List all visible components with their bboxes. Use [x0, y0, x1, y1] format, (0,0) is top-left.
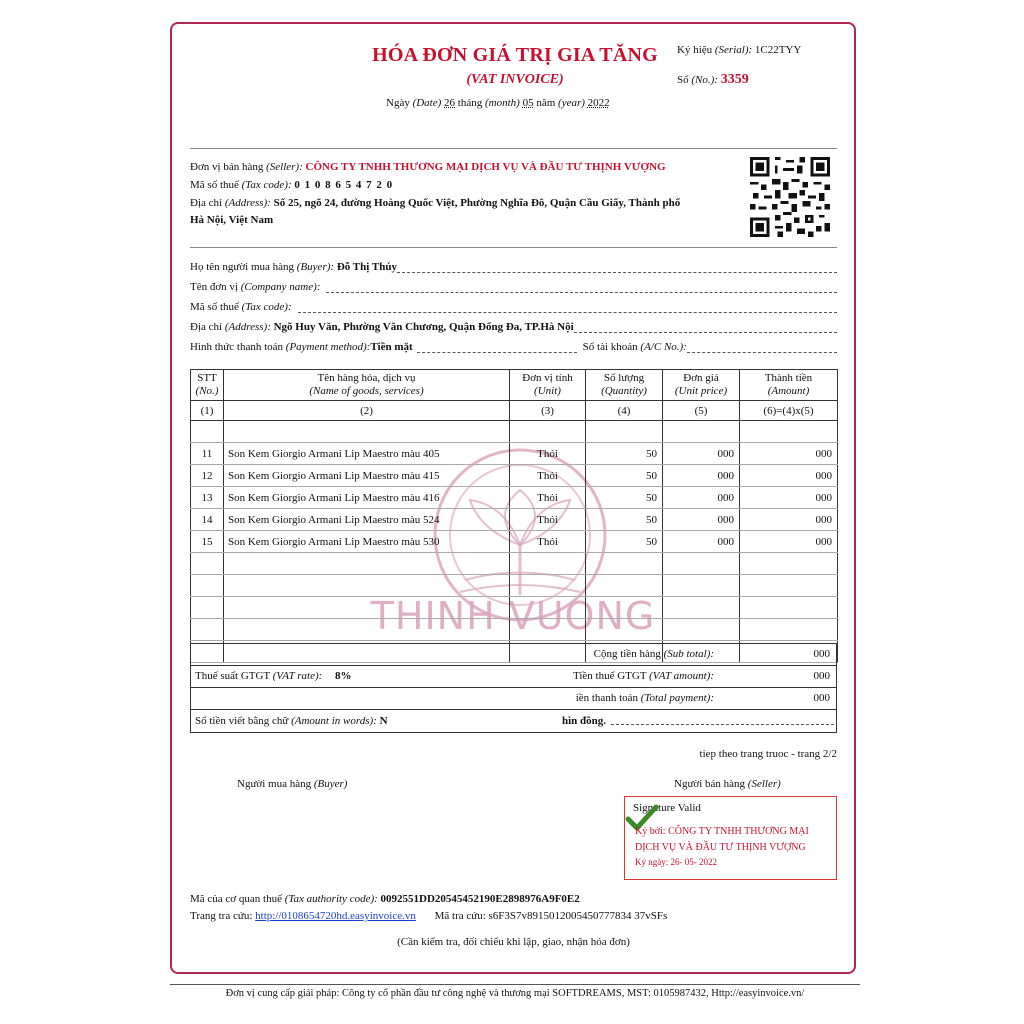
seller-address-line2: Hà Nội, Việt Nam	[190, 214, 274, 226]
qr-code-icon	[750, 157, 830, 237]
col-header-vi: Thành tiền	[764, 372, 813, 384]
payment-label: Hình thức thanh toán	[190, 341, 284, 353]
cell-unit: Thỏi	[510, 487, 586, 509]
vat-row	[190, 665, 837, 687]
col-header-amount	[740, 370, 838, 401]
vat-rate-label-en: (VAT rate):	[272, 670, 323, 682]
date-label-en: (Date)	[412, 97, 442, 109]
cell-name: Son Kem Giorgio Armani Lip Maestro màu 415	[224, 465, 510, 487]
col-header-no	[191, 370, 224, 401]
empty-row	[191, 597, 838, 619]
table-row	[191, 509, 838, 531]
footer-divider	[170, 984, 860, 985]
cell-name: Son Kem Giorgio Armani Lip Maestro màu 416	[224, 487, 510, 509]
buyer-address-line	[190, 321, 837, 333]
authority-code-label-en: (Tax authority code):	[284, 893, 378, 905]
index-cell: (2)	[224, 401, 510, 421]
col-header-qty	[586, 370, 663, 401]
index-cell: (6)=(4)x(5)	[740, 401, 838, 421]
payment-method: Tiền mặt	[370, 341, 413, 353]
continuation-note: tiep theo trang truoc - trang 2/2	[699, 748, 837, 760]
company-line	[190, 281, 837, 293]
cell-price: 000	[663, 531, 740, 553]
invoice-title: HÓA ĐƠN GIÁ TRỊ GIA TĂNG	[372, 44, 658, 66]
authority-code-line	[190, 893, 580, 905]
lookup-label: Trang tra cứu:	[190, 910, 253, 922]
col-header-vi: Đơn giá	[683, 372, 719, 384]
invoice-number: 3359	[720, 72, 749, 87]
vat-amount-label-wrap	[573, 670, 714, 682]
col-header-vi: Tên hàng hóa, dịch vụ	[317, 372, 416, 384]
cell-amount: 000	[740, 487, 838, 509]
cell-name: Son Kem Giorgio Armani Lip Maestro màu 530	[224, 531, 510, 553]
vat-amount-value: 000	[813, 670, 830, 682]
dotted-fill	[326, 281, 837, 293]
vat-rate: 8%	[335, 670, 352, 682]
cell-price: 000	[663, 465, 740, 487]
index-cell: (5)	[663, 401, 740, 421]
cell-unit: Thỏi	[510, 509, 586, 531]
year-label-en: (year)	[558, 97, 585, 109]
year-label: năm	[536, 97, 556, 109]
subtotal-value: 000	[813, 648, 830, 660]
serial-line	[677, 44, 801, 56]
spacer-row	[191, 421, 838, 443]
items-table	[190, 369, 838, 663]
buyer-address-label: Địa chỉ	[190, 321, 223, 333]
seller-address-label-en: (Address):	[224, 197, 271, 209]
buyer-label: Họ tên người mua hàng	[190, 261, 295, 273]
cell-amount: 000	[740, 531, 838, 553]
dotted-fill	[574, 321, 837, 333]
col-header-en: (Quantity)	[601, 385, 647, 397]
cell-no: 15	[191, 531, 224, 553]
words-label-wrap	[195, 715, 388, 727]
cell-price: 000	[663, 487, 740, 509]
no-label: Số	[677, 74, 689, 86]
col-header-en: (Name of goods, services)	[309, 385, 424, 397]
lookup-code-label: Mã tra cứu:	[434, 910, 486, 922]
cell-no: 13	[191, 487, 224, 509]
seller-address-label: Địa chỉ	[190, 197, 223, 209]
seller-label: Đơn vị bán hàng	[190, 161, 264, 173]
authority-code: 0092551DD20545452190E2898976A9F0E2	[380, 893, 580, 905]
month-label: tháng	[457, 97, 483, 109]
signature-stamp[interactable]	[624, 796, 837, 880]
signed-by-line1: Ký bởi: CÔNG TY TNHH THƯƠNG MẠI	[635, 826, 809, 837]
divider	[190, 247, 837, 248]
dotted-fill	[611, 713, 834, 725]
date-month: 05	[522, 97, 534, 109]
buyer-tax-label: Mã số thuế	[190, 301, 239, 313]
authority-code-label: Mã của cơ quan thuế	[190, 893, 282, 905]
subtotal-label-en: (Sub total):	[663, 648, 714, 660]
seller-name: CÔNG TY TNHH THƯƠNG MẠI DỊCH VỤ VÀ ĐẦU TƯ THỊNH VƯỢNG	[305, 161, 666, 173]
col-header-price	[663, 370, 740, 401]
seller-signature-label	[674, 778, 781, 790]
vat-amount-label-en: (VAT amount):	[649, 670, 714, 682]
cell-no: 14	[191, 509, 224, 531]
col-header-en: (Unit price)	[674, 385, 728, 397]
total-value: 000	[813, 692, 830, 704]
col-header-unit	[510, 370, 586, 401]
col-header-name	[224, 370, 510, 401]
dotted-fill	[397, 261, 837, 273]
table-header-row	[191, 370, 838, 401]
cell-price: 000	[663, 443, 740, 465]
table-row	[191, 487, 838, 509]
buyer-tax-label-en: (Tax code):	[241, 301, 292, 313]
lookup-line	[190, 910, 667, 922]
seller-tax-code: 0 1 0 8 6 5 4 7 2 0	[294, 179, 394, 191]
buyer-address-label-en: (Address):	[224, 321, 271, 333]
serial-label-en: (Serial):	[714, 44, 753, 56]
words-start: N	[379, 715, 388, 727]
subtotal-label: Cộng tiền hàng	[593, 648, 661, 660]
index-cell: (1)	[191, 401, 224, 421]
cell-price: 000	[663, 509, 740, 531]
cell-qty: 50	[586, 509, 663, 531]
words-label-en: (Amount in words):	[291, 715, 377, 727]
vat-amount-label: Tiền thuế GTGT	[573, 670, 647, 682]
total-row	[190, 687, 837, 709]
cell-unit: Thỏi	[510, 443, 586, 465]
cell-qty: 50	[586, 443, 663, 465]
seller-label-en: (Seller):	[266, 161, 303, 173]
cell-amount: 000	[740, 465, 838, 487]
empty-row	[191, 553, 838, 575]
seller-address-line	[190, 197, 680, 209]
cell-qty: 50	[586, 487, 663, 509]
table-row	[191, 465, 838, 487]
cell-name: Son Kem Giorgio Armani Lip Maestro màu 405	[224, 443, 510, 465]
invoice-no-line	[677, 72, 749, 88]
seller-name-line	[190, 161, 666, 173]
vat-rate-wrap	[195, 670, 352, 682]
seller-sign-label-en: (Seller)	[747, 778, 781, 790]
cell-amount: 000	[740, 509, 838, 531]
signed-date: Ký ngày: 26- 05- 2022	[635, 857, 717, 867]
cell-unit: Thỏi	[510, 465, 586, 487]
date-label: Ngày	[386, 97, 410, 109]
buyer-name: Đỗ Thị Thúy	[336, 261, 397, 273]
seller-tax-label-en: (Tax code):	[241, 179, 292, 191]
words-end: hìn đồng.	[562, 715, 607, 727]
account-label: Số tài khoản	[582, 341, 638, 353]
buyer-label-en: (Buyer):	[296, 261, 335, 273]
company-label-en: (Company name):	[240, 281, 321, 293]
subtotal-row	[190, 643, 837, 665]
total-label: iền thanh toán	[575, 692, 639, 704]
serial-label: Ký hiệu	[677, 44, 713, 56]
col-header-en: (No.)	[195, 385, 219, 397]
serial-value: 1C22TYY	[754, 44, 802, 56]
seller-tax-label: Mã số thuế	[190, 179, 239, 191]
dotted-fill	[687, 341, 837, 353]
divider	[190, 148, 837, 149]
account-label-en: (A/C No.):	[640, 341, 687, 353]
col-header-vi: Đơn vị tính	[522, 372, 573, 384]
signed-by-line2: DỊCH VỤ VÀ ĐẦU TƯ THỊNH VƯỢNG	[635, 842, 806, 853]
index-row	[191, 401, 838, 421]
invoice-subtitle: (VAT INVOICE)	[466, 72, 564, 87]
subtotal-label-wrap	[594, 648, 714, 660]
buyer-sign-label-en: (Buyer)	[313, 778, 348, 790]
provider-footer: Đơn vị cung cấp giải pháp: Công ty cổ phần đầu tư công nghệ và thương mại SOFTDREAMS, MST: 0105987432, Http://easyinvoice.vn/	[225, 988, 805, 999]
date-line	[386, 97, 610, 109]
buyer-signature-label	[237, 778, 347, 790]
cell-qty: 50	[586, 531, 663, 553]
cell-no: 11	[191, 443, 224, 465]
words-row	[190, 709, 837, 733]
buyer-name-line	[190, 261, 837, 273]
payment-label-en: (Payment method):	[285, 341, 371, 353]
cell-amount: 000	[740, 443, 838, 465]
lookup-link[interactable]: http://0108654720hd.easyinvoice.vn	[255, 910, 416, 922]
cell-qty: 50	[586, 465, 663, 487]
table-row	[191, 531, 838, 553]
col-header-vi: Số lượng	[603, 372, 645, 384]
signature-valid-text: Signature Valid	[633, 802, 701, 814]
vat-rate-label: Thuế suất GTGT	[195, 670, 270, 682]
table-row	[191, 443, 838, 465]
words-label: Số tiền viết bằng chữ	[195, 715, 289, 727]
cell-no: 12	[191, 465, 224, 487]
cell-unit: Thỏi	[510, 531, 586, 553]
date-year: 2022	[587, 97, 610, 109]
cell-name: Son Kem Giorgio Armani Lip Maestro màu 524	[224, 509, 510, 531]
index-cell: (4)	[586, 401, 663, 421]
buyer-sign-label: Người mua hàng	[237, 778, 312, 790]
watermark-text: THINH VUONG	[370, 594, 656, 638]
check-note: (Cần kiểm tra, đối chiếu khi lập, giao, nhận hóa đơn)	[397, 936, 630, 948]
col-header-en: (Amount)	[767, 385, 810, 397]
dotted-fill	[298, 301, 837, 313]
total-label-en: (Total payment):	[640, 692, 714, 704]
index-cell: (3)	[510, 401, 586, 421]
company-label: Tên đơn vị	[190, 281, 238, 293]
seller-tax-line	[190, 179, 393, 191]
buyer-address: Ngõ Huy Văn, Phường Văn Chương, Quận Đống Đa, TP.Hà Nội	[273, 321, 574, 333]
buyer-tax-line	[190, 301, 837, 313]
seller-address: Số 25, ngõ 24, đường Hoàng Quốc Việt, Phường Nghĩa Đô, Quận Cầu Giấy, Thành phố	[273, 197, 681, 209]
total-label-wrap	[576, 692, 714, 704]
no-label-en: (No.):	[691, 74, 718, 86]
empty-row	[191, 619, 838, 641]
payment-line	[190, 341, 837, 353]
col-header-en: (Unit)	[534, 385, 561, 397]
col-header-vi: STT	[197, 372, 217, 384]
seller-sign-label: Người bán hàng	[674, 778, 746, 790]
dotted-fill	[417, 341, 577, 353]
date-day: 26	[444, 97, 456, 109]
empty-row	[191, 575, 838, 597]
lookup-code: s6F3S7v8915012005450777834 37vSFs	[488, 910, 668, 922]
month-label-en: (month)	[485, 97, 520, 109]
